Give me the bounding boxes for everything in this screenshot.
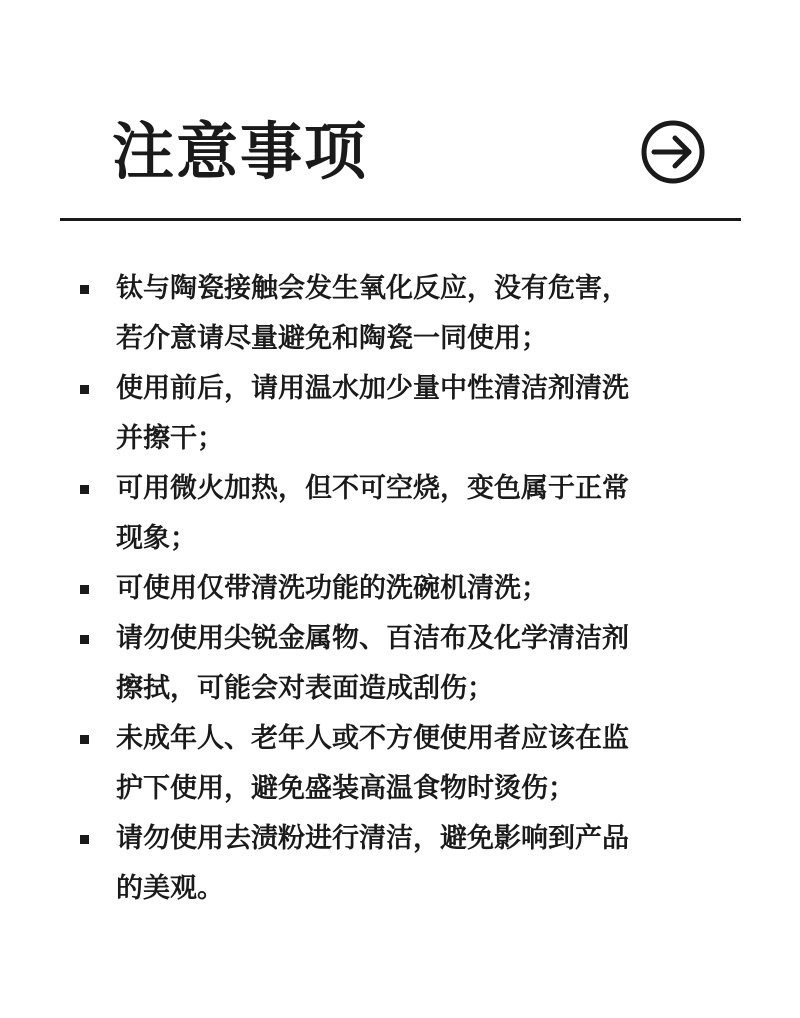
note-line: 并擦干； <box>116 423 224 454</box>
header-divider <box>60 218 741 221</box>
note-line: 请勿使用尖锐金属物、百洁布及化学清洁剂 <box>116 623 629 654</box>
bullet-icon <box>80 285 89 294</box>
list-item <box>0 564 736 614</box>
note-line: 的美观。 <box>116 873 224 904</box>
note-line: 请勿使用去渍粉进行清洁，避免影响到产品 <box>116 823 629 854</box>
note-line: 钛与陶瓷接触会发生氧化反应，没有危害， <box>116 273 629 304</box>
notes-list <box>0 264 800 914</box>
bullet-icon <box>80 635 89 644</box>
bullet-icon <box>80 585 89 594</box>
bullet-icon <box>80 735 89 744</box>
header <box>0 0 800 222</box>
bullet-icon <box>80 385 89 394</box>
note-line: 现象； <box>116 523 197 554</box>
note-line: 可使用仅带清洗功能的洗碗机清洗； <box>116 573 548 604</box>
note-line: 护下使用，避免盛装高温食物时烫伤； <box>116 773 575 804</box>
list-item <box>0 614 736 714</box>
note-line: 未成年人、老年人或不方便使用者应该在监 <box>116 723 629 754</box>
list-item <box>0 364 736 464</box>
bullet-icon <box>80 835 89 844</box>
note-line: 可用微火加热，但不可空烧，变色属于正常 <box>116 473 629 504</box>
list-item <box>0 464 736 564</box>
list-item <box>0 814 736 914</box>
page-title: 注意事项 <box>112 115 369 188</box>
note-line: 擦拭，可能会对表面造成刮伤； <box>116 673 494 704</box>
arrow-right-circle-icon[interactable] <box>640 119 706 185</box>
list-item <box>0 264 736 364</box>
bullet-icon <box>80 485 89 494</box>
note-line: 使用前后，请用温水加少量中性清洁剂清洗 <box>116 373 629 404</box>
note-line: 若介意请尽量避免和陶瓷一同使用； <box>116 323 548 354</box>
list-item <box>0 714 736 814</box>
